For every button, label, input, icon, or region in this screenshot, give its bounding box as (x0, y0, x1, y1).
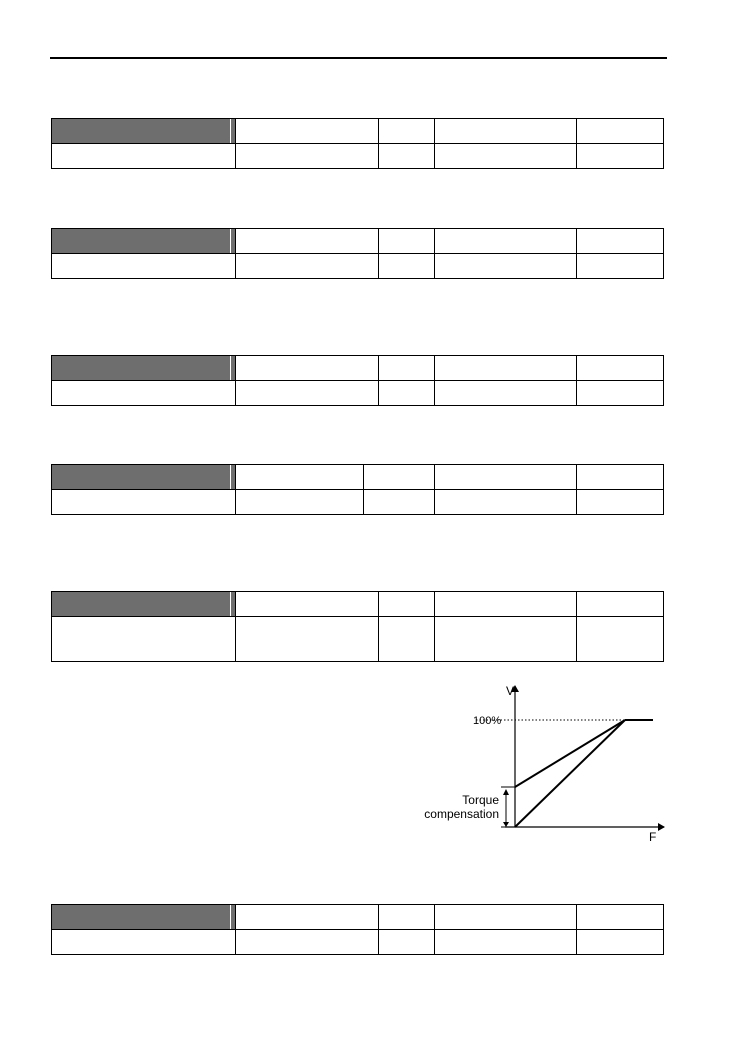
table-cell (379, 930, 435, 955)
parameter-default-cell (577, 229, 664, 254)
v-axis-label: V (506, 684, 515, 698)
parameter-name-cell (236, 356, 379, 381)
table-row (52, 381, 664, 406)
table-cell (435, 381, 577, 406)
table-header-row (52, 465, 664, 490)
parameter-range-cell (435, 905, 577, 930)
parameter-name-cell (236, 905, 379, 930)
table-header-row (52, 356, 664, 381)
parameter-name-cell (236, 119, 379, 144)
table-header-row (52, 905, 664, 930)
level-label: 100% (473, 715, 502, 727)
table-cell (236, 144, 379, 169)
parameter-range-cell (435, 592, 577, 617)
parameter-unit-cell (379, 592, 435, 617)
table-row (52, 144, 664, 169)
header-rule (50, 57, 667, 59)
parameter-default-cell (577, 592, 664, 617)
table-cell (435, 254, 577, 279)
table-cell (236, 930, 379, 955)
table-cell (236, 617, 379, 662)
table-cell (52, 490, 236, 515)
table-cell (379, 617, 435, 662)
table-cell (435, 617, 577, 662)
parameter-table (51, 591, 664, 662)
parameter-code-cell (52, 229, 236, 254)
compensation-label-line2: compensation (424, 807, 499, 821)
table-cell (52, 144, 236, 169)
parameter-code-cell (52, 905, 236, 930)
parameter-table (51, 118, 664, 169)
parameter-name-cell (236, 229, 379, 254)
parameter-unit-cell (379, 356, 435, 381)
table-header-row (52, 119, 664, 144)
table-cell (236, 381, 379, 406)
parameter-name-cell (236, 465, 364, 490)
linear-vf-curve (515, 720, 625, 827)
table-cell (435, 930, 577, 955)
parameter-unit-cell (379, 905, 435, 930)
table-row (52, 490, 664, 515)
table-cell (577, 617, 664, 662)
parameter-code-cell (52, 356, 236, 381)
compensated-vf-curve (515, 720, 625, 787)
parameter-unit-cell (364, 465, 435, 490)
table-cell (52, 254, 236, 279)
compensation-label-line1: Torque (462, 793, 499, 807)
parameter-default-cell (577, 905, 664, 930)
table-row (52, 254, 664, 279)
parameter-table (51, 228, 664, 279)
f-axis-label: F (649, 830, 657, 844)
table-header-row (52, 592, 664, 617)
torque-compensation-diagram (410, 678, 670, 848)
table-cell (364, 490, 435, 515)
table-cell (236, 490, 364, 515)
table-header-row (52, 229, 664, 254)
table-cell (577, 930, 664, 955)
parameter-code-cell (52, 592, 236, 617)
table-cell (435, 144, 577, 169)
table-cell (379, 381, 435, 406)
parameter-range-cell (435, 119, 577, 144)
parameter-range-cell (435, 465, 577, 490)
parameter-range-cell (435, 229, 577, 254)
table-cell (577, 144, 664, 169)
parameter-default-cell (577, 119, 664, 144)
parameter-table (51, 464, 664, 515)
parameter-table (51, 904, 664, 955)
parameter-code-cell (52, 465, 236, 490)
table-cell (577, 381, 664, 406)
parameter-range-cell (435, 356, 577, 381)
table-cell (577, 254, 664, 279)
compensation-arrow-down (503, 822, 509, 827)
parameter-default-cell (577, 356, 664, 381)
table-cell (52, 930, 236, 955)
parameter-name-cell (236, 592, 379, 617)
table-cell (379, 144, 435, 169)
parameter-unit-cell (379, 229, 435, 254)
table-row (52, 617, 664, 662)
table-row (52, 930, 664, 955)
parameter-unit-cell (379, 119, 435, 144)
parameter-default-cell (577, 465, 664, 490)
table-cell (236, 254, 379, 279)
table-cell (435, 490, 577, 515)
parameter-table (51, 355, 664, 406)
table-cell (577, 490, 664, 515)
table-cell (52, 617, 236, 662)
table-cell (52, 381, 236, 406)
table-cell (379, 254, 435, 279)
parameter-code-cell (52, 119, 236, 144)
